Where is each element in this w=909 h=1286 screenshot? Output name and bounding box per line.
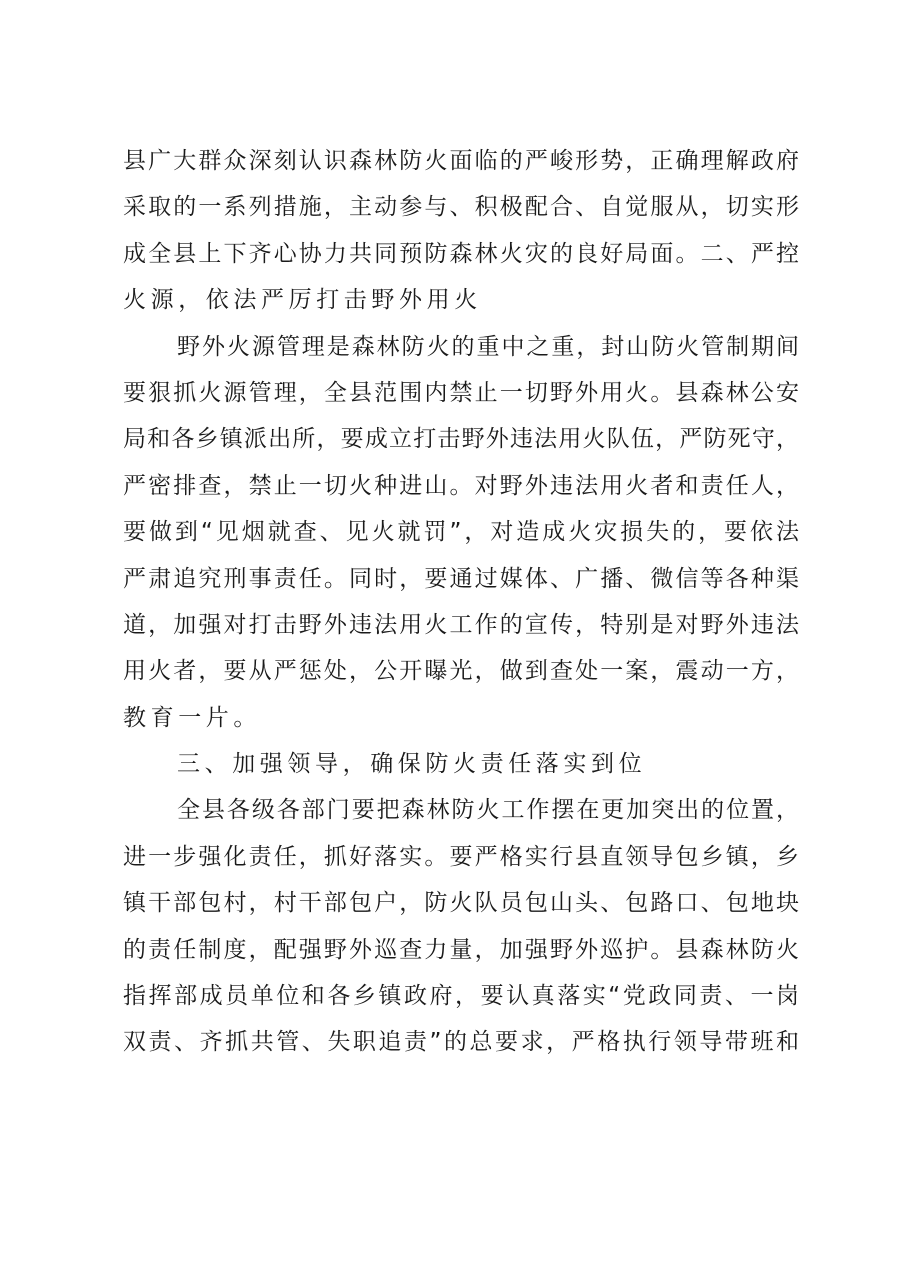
text-line: 镇干部包村，村干部包户，防火队员包山头、包路口、包地块 xyxy=(123,890,799,917)
text-line: 进一步强化责任，抓好落实。要严格实行县直领导包乡镇，乡 xyxy=(123,843,799,870)
text-line: 严密排查，禁止一切火种进山。对野外违法用火者和责任人， xyxy=(123,472,799,499)
document-body xyxy=(123,138,823,1066)
text-line: 采取的一系列措施，主动参与、积极配合、自觉服从，切实形 xyxy=(123,194,799,221)
text-line: 成全县上下齐心协力共同预防森林火灾的良好局面。二、严控 xyxy=(123,240,799,267)
text-line: 要狠抓火源管理，全县范围内禁止一切野外用火。县森林公安 xyxy=(123,379,799,406)
text-line: 局和各乡镇派出所，要成立打击野外违法用火队伍，严防死守， xyxy=(123,426,799,453)
text-line: 教育一片。 xyxy=(123,704,261,731)
text-line: 指挥部成员单位和各乡镇政府，要认真落实“党政同责、一岗 xyxy=(123,983,799,1010)
text-line: 用火者，要从严惩处，公开曝光，做到查处一案，震动一方， xyxy=(123,658,799,685)
text-line: 野外火源管理是森林防火的重中之重，封山防火管制期间 xyxy=(177,333,799,360)
text-line: 三、加强领导，确保防火责任落实到位 xyxy=(177,751,647,778)
text-line: 全县各级各部门要把森林防火工作摆在更加突出的位置， xyxy=(177,797,799,824)
text-line: 严肃追究刑事责任。同时，要通过媒体、广播、微信等各种渠 xyxy=(123,565,799,592)
text-line: 火源，依法严厉打击野外用火 xyxy=(123,287,482,314)
text-line: 双责、齐抓共管、失职追责”的总要求，严格执行领导带班和 xyxy=(123,1029,799,1056)
text-line: 要做到“见烟就查、见火就罚”，对造成火灾损失的，要依法 xyxy=(123,519,799,546)
text-line: 的责任制度，配强野外巡查力量，加强野外巡护。县森林防火 xyxy=(123,936,799,963)
text-line: 县广大群众深刻认识森林防火面临的严峻形势，正确理解政府 xyxy=(123,148,799,174)
text-line: 道，加强对打击野外违法用火工作的宣传，特别是对野外违法 xyxy=(123,611,799,638)
